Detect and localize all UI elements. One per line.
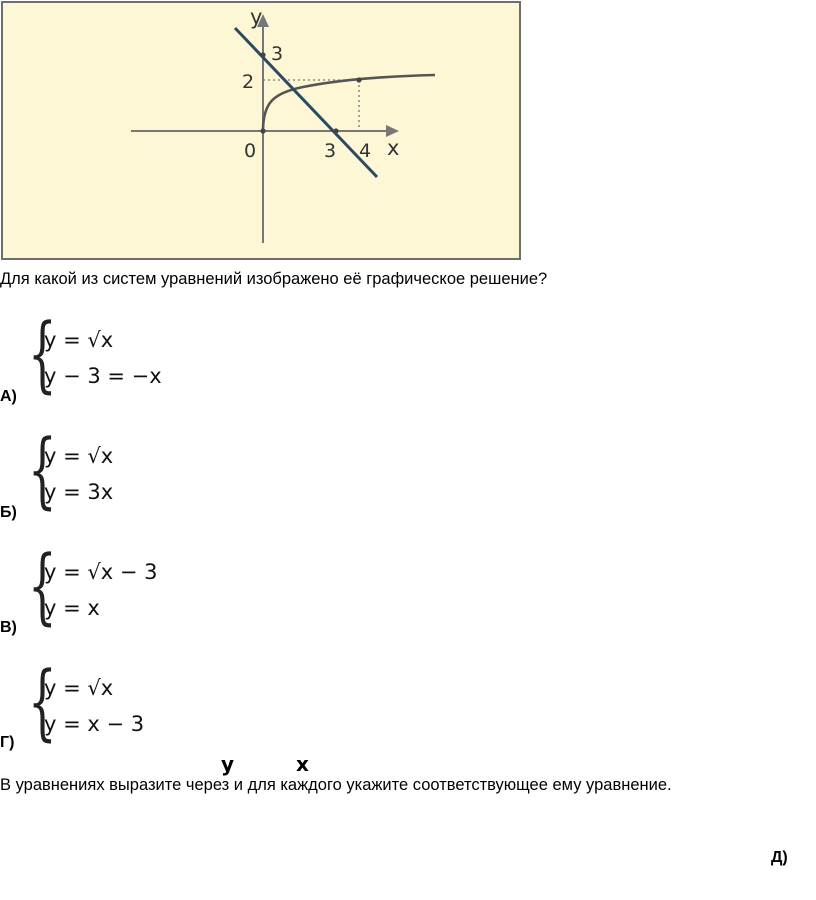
system-v-eq2: y = x (44, 596, 100, 620)
instruction-var-y: y (221, 752, 235, 776)
system-a (28, 307, 198, 402)
system-v (28, 539, 198, 634)
system-b-eq2: y = 3x (44, 480, 114, 504)
brace-g: { (28, 655, 57, 750)
instruction-var-x: x (296, 752, 309, 776)
x-tick-4: 4 (359, 140, 372, 162)
point-0-3 (260, 52, 265, 57)
system-a-eq2: y − 3 = −x (44, 364, 162, 388)
y-tick-3: 3 (271, 43, 284, 65)
x-tick-3: 3 (324, 140, 337, 162)
origin-label: 0 (244, 140, 257, 162)
graph-figure (1, 1, 521, 260)
system-v-eq1: y = √x − 3 (44, 560, 158, 584)
point-origin (260, 128, 265, 133)
system-g (28, 655, 198, 750)
option-d-label: Д) (771, 849, 788, 866)
instruction-text: В уравнениях выразите через и для каждого укажите соответствующее ему уравнение. (0, 776, 672, 794)
x-axis-label: x (387, 136, 400, 160)
system-a-eq1: y = √x (44, 328, 114, 352)
system-b (28, 423, 198, 518)
brace-a: { (28, 307, 57, 402)
option-a-label: А) (0, 388, 17, 405)
system-g-eq2: y = x − 3 (44, 712, 145, 736)
brace-b: { (28, 423, 57, 518)
point-3-0 (333, 128, 338, 133)
straight-line (235, 28, 377, 177)
question-text: Для какой из систем уравнений изображено её графическое решение? (0, 270, 548, 288)
brace-v: { (28, 539, 57, 634)
option-b-label: Б) (0, 504, 17, 521)
option-g-label: Г) (0, 734, 15, 751)
system-g-eq1: y = √x (44, 676, 114, 700)
y-axis-label: y (250, 5, 263, 29)
point-4-2 (356, 77, 361, 82)
system-b-eq1: y = √x (44, 444, 114, 468)
option-v-label: В) (0, 619, 17, 636)
y-tick-2: 2 (242, 71, 255, 93)
graph-svg (3, 3, 523, 262)
